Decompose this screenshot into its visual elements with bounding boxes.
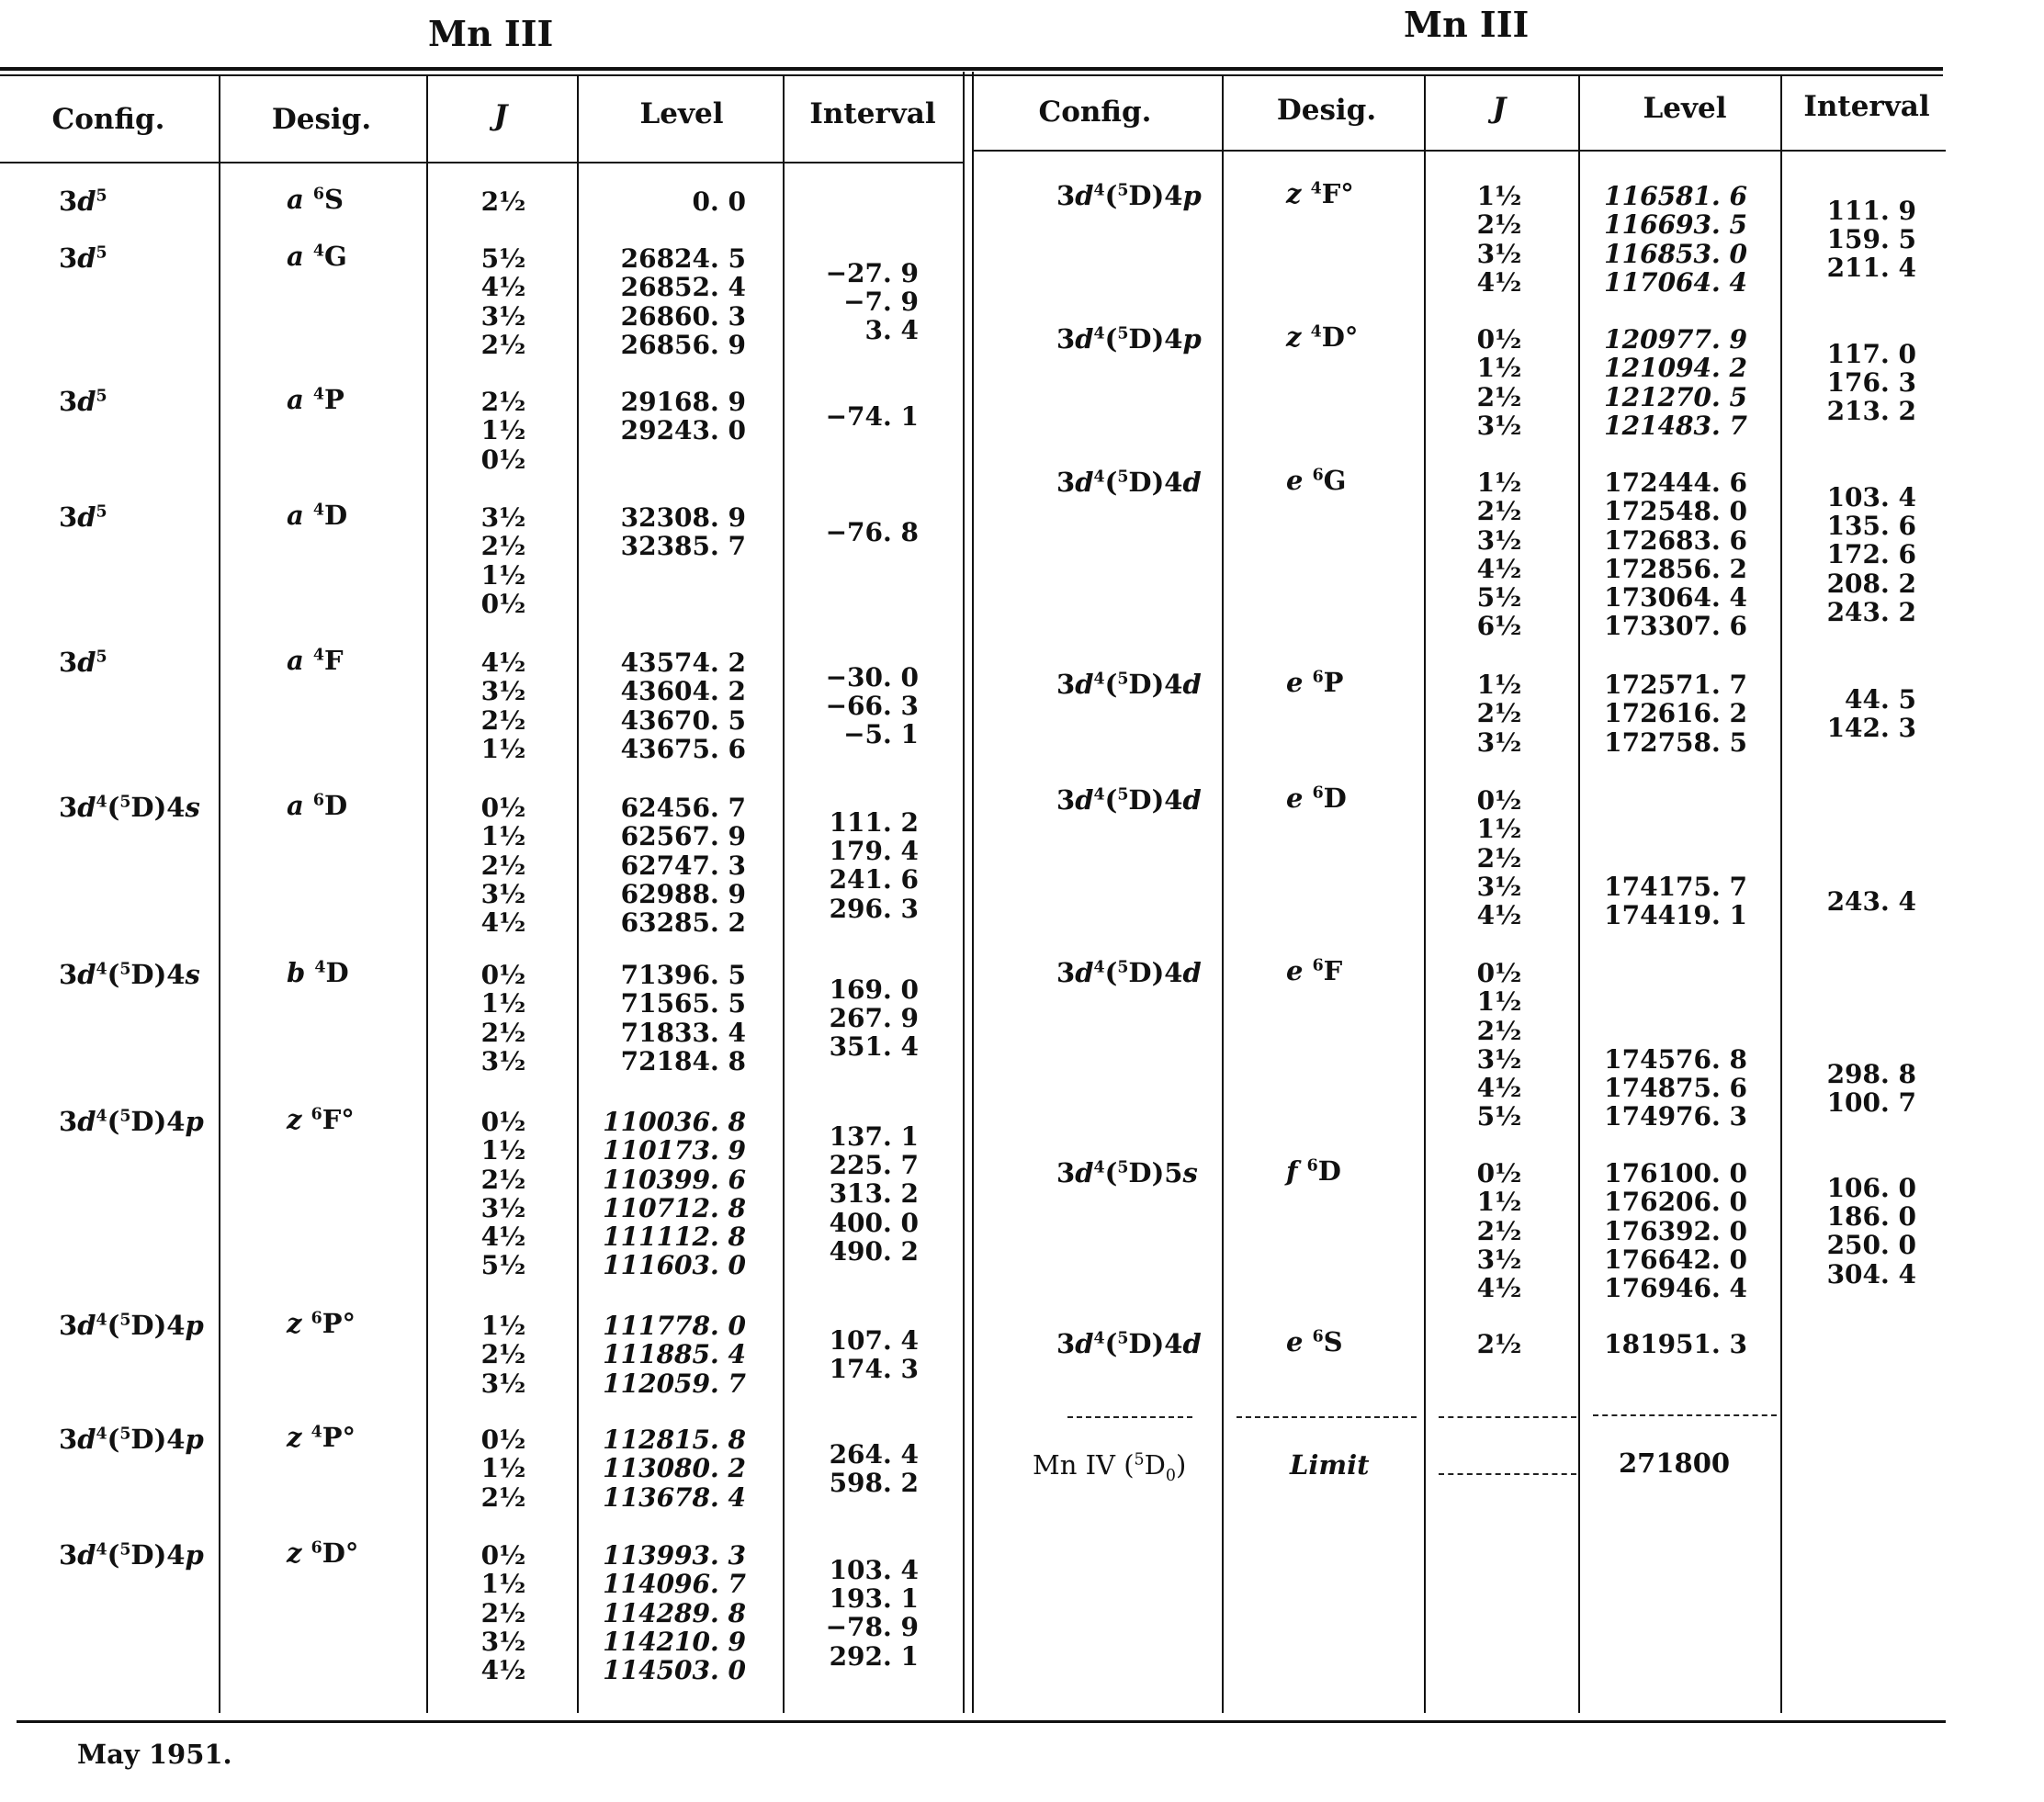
left-intervals-7: 137. 1 225. 7 313. 2 400. 0 490. 2 [829,1121,919,1267]
left-j-7: 0½ 1½ 2½ 3½ 4½ 5½ [480,1107,526,1281]
right-config-0: $3d^4(^5D)4p$ [1056,180,1202,211]
limit-dash-config [1067,1416,1192,1418]
left-desig-4: a $^4$F [287,645,344,676]
title-left: Mn III [428,13,554,54]
right-intervals-3: 44. 5 142. 3 [1826,683,1916,743]
left-config-0: $3d^5$ [59,186,107,217]
right-levels-6: 176100. 0 176206. 0 176392. 0 176642. 0 176946. 4 [1604,1158,1747,1304]
vline-9 [1780,76,1782,1713]
footer-date: May 1951. [77,1739,232,1770]
right-desig-0: z $^4$F° [1286,178,1354,209]
left-config-1: $3d^5$ [59,242,107,274]
left-intervals-1: −27. 9 −7. 9 3. 4 [825,257,919,346]
left-config-2: $3d^5$ [59,386,107,417]
header-rule-right [974,150,1946,152]
left-j-0: 2½ [480,186,526,217]
right-j-0: 1½ 2½ 3½ 4½ [1476,181,1522,298]
vline-2 [426,76,428,1713]
right-levels-4: 174175. 7 174419. 1 [1604,871,1747,931]
vline-8 [1578,76,1580,1713]
vline-5b [972,72,974,1713]
left-j-9: 0½ 1½ 2½ [480,1425,526,1513]
right-desig-2: e $^6$G [1286,465,1347,496]
header-j-left: J [493,99,508,132]
right-j-2: 1½ 2½ 3½ 4½ 5½ 6½ [1476,467,1522,642]
header-desig-left: Desig. [271,103,372,136]
left-config-7: $3d^4(^5D)4p$ [59,1106,204,1137]
left-intervals-2: −74. 1 [825,400,919,432]
right-levels-1: 120977. 9 121094. 2 121270. 5 121483. 7 [1604,324,1747,441]
right-config-3: $3d^4(^5D)4d$ [1056,669,1202,700]
left-intervals-5: 111. 2 179. 4 241. 6 296. 3 [829,806,919,924]
right-intervals-4: 243. 4 [1826,885,1916,917]
header-config-right: Config. [1038,96,1152,129]
vline-1 [219,76,220,1713]
right-levels-7: 181951. 3 [1604,1329,1747,1359]
left-config-4: $3d^5$ [59,647,107,678]
left-desig-1: a $^4$G [287,241,347,272]
left-desig-0: a $^6$S [287,184,344,215]
vline-7 [1424,76,1426,1713]
left-intervals-8: 107. 4 174. 3 [829,1324,919,1384]
left-levels-8: 111778. 0 111885. 4 112059. 7 [603,1311,746,1399]
right-j-6: 0½ 1½ 2½ 3½ 4½ [1476,1158,1522,1304]
right-j-7: 2½ [1476,1329,1522,1359]
right-j-1: 0½ 1½ 2½ 3½ [1476,324,1522,441]
vline-4 [783,76,785,1713]
left-levels-2: 29168. 9 29243. 0 [620,387,746,446]
header-j-right: J [1492,92,1507,125]
left-intervals-10: 103. 4 193. 1 −78. 9 292. 1 [825,1554,919,1672]
left-config-3: $3d^5$ [59,501,107,533]
right-config-4: $3d^4(^5D)4d$ [1056,784,1202,816]
left-desig-5: a $^6$D [287,790,348,821]
left-desig-8: z $^6$P° [287,1308,356,1339]
left-j-1: 5½ 4½ 3½ 2½ [480,243,526,360]
limit-dash-j-bottom [1439,1473,1576,1475]
left-levels-0: 0. 0 [692,186,746,217]
left-levels-1: 26824. 5 26852. 4 26860. 3 26856. 9 [620,243,746,360]
left-intervals-9: 264. 4 598. 2 [829,1438,919,1498]
title-right: Mn III [1404,4,1530,45]
left-intervals-6: 169. 0 267. 9 351. 4 [829,974,919,1063]
left-j-10: 0½ 1½ 2½ 3½ 4½ [480,1540,526,1686]
right-levels-5: 174576. 8 174875. 6 174976. 3 [1604,1043,1747,1132]
right-j-5: 0½ 1½ 2½ 3½ 4½ 5½ [1476,958,1522,1132]
left-levels-3: 32308. 9 32385. 7 [620,502,746,562]
right-intervals-0: 111. 9 159. 5 211. 4 [1826,195,1916,284]
left-levels-4: 43574. 2 43604. 2 43670. 5 43675. 6 [620,648,746,764]
limit-level: 271800 [1619,1447,1731,1479]
left-desig-10: z $^6$D° [287,1537,359,1569]
header-rule-left [0,162,963,163]
limit-desig: Limit [1290,1449,1370,1481]
left-j-4: 4½ 3½ 2½ 1½ [480,648,526,764]
left-j-3: 3½ 2½ 1½ 0½ [480,502,526,619]
left-levels-9: 112815. 8 113080. 2 113678. 4 [603,1425,746,1513]
right-config-1: $3d^4(^5D)4p$ [1056,323,1202,355]
right-config-5: $3d^4(^5D)4d$ [1056,957,1202,988]
vline-3 [577,76,579,1713]
right-desig-7: e $^6$S [1286,1326,1343,1357]
left-config-8: $3d^4(^5D)4p$ [59,1310,204,1341]
right-intervals-6: 106. 0 186. 0 250. 0 304. 4 [1826,1172,1916,1290]
right-config-2: $3d^4(^5D)4d$ [1056,467,1202,498]
left-config-6: $3d^4(^5D)4s$ [59,959,200,990]
left-levels-5: 62456. 7 62567. 9 62747. 3 62988. 9 63285. 2 [620,793,746,939]
header-interval-right: Interval [1803,90,1930,123]
left-j-8: 1½ 2½ 3½ [480,1311,526,1399]
header-interval-left: Interval [809,97,936,130]
header-desig-right: Desig. [1276,94,1377,127]
left-j-2: 2½ 1½ 0½ [480,387,526,475]
left-levels-7: 110036. 8 110173. 9 110399. 6 110712. 8 111112. 8 111603. 0 [603,1107,746,1281]
right-levels-0: 116581. 6 116693. 5 116853. 0 117064. 4 [1604,181,1747,298]
left-j-5: 0½ 1½ 2½ 3½ 4½ [480,793,526,939]
left-desig-3: a $^4$D [287,500,348,531]
header-level-right: Level [1643,92,1727,125]
right-desig-5: e $^6$F [1286,955,1343,986]
limit-dash-level [1593,1414,1777,1416]
right-j-3: 1½ 2½ 3½ [1476,670,1522,758]
header-config-left: Config. [51,103,165,136]
limit-dash-j-top [1439,1416,1576,1418]
limit-dash-desig [1237,1416,1417,1418]
right-desig-6: f $^6$D [1286,1155,1341,1187]
bottom-rule [17,1720,1946,1723]
right-config-7: $3d^4(^5D)4d$ [1056,1328,1202,1359]
left-config-9: $3d^4(^5D)4p$ [59,1424,204,1455]
header-level-left: Level [639,97,724,130]
limit-config: Mn IV $(^5D_0)$ [1033,1449,1187,1485]
vline-6 [1222,76,1224,1713]
right-j-4: 0½ 1½ 2½ 3½ 4½ [1476,785,1522,931]
left-desig-9: z $^4$P° [287,1422,356,1453]
right-desig-3: e $^6$P [1286,667,1344,698]
right-intervals-5: 298. 8 100. 7 [1826,1058,1916,1118]
left-config-10: $3d^4(^5D)4p$ [59,1539,204,1571]
left-desig-6: b $^4$D [287,957,349,988]
right-levels-2: 172444. 6 172548. 0 172683. 6 172856. 2 173064. 4 173307. 6 [1604,467,1747,642]
left-config-5: $3d^4(^5D)4s$ [59,792,200,823]
right-desig-1: z $^4$D° [1286,321,1359,353]
left-desig-7: z $^6$F° [287,1104,355,1135]
left-intervals-3: −76. 8 [825,516,919,547]
right-config-6: $3d^4(^5D)5s$ [1056,1157,1198,1188]
vline-5a [963,72,965,1713]
left-intervals-4: −30. 0 −66. 3 −5. 1 [825,661,919,750]
right-levels-3: 172571. 7 172616. 2 172758. 5 [1604,670,1747,758]
right-intervals-1: 117. 0 176. 3 213. 2 [1826,338,1916,427]
right-desig-4: e $^6$D [1286,783,1347,814]
left-levels-6: 71396. 5 71565. 5 71833. 4 72184. 8 [620,960,746,1076]
left-desig-2: a $^4$P [287,384,344,415]
left-j-6: 0½ 1½ 2½ 3½ [480,960,526,1076]
right-intervals-2: 103. 4 135. 6 172. 6 208. 2 243. 2 [1826,481,1916,627]
left-levels-10: 113993. 3 114096. 7 114289. 8 114210. 9 114503. 0 [603,1540,746,1686]
top-rule-thick [0,67,1943,71]
